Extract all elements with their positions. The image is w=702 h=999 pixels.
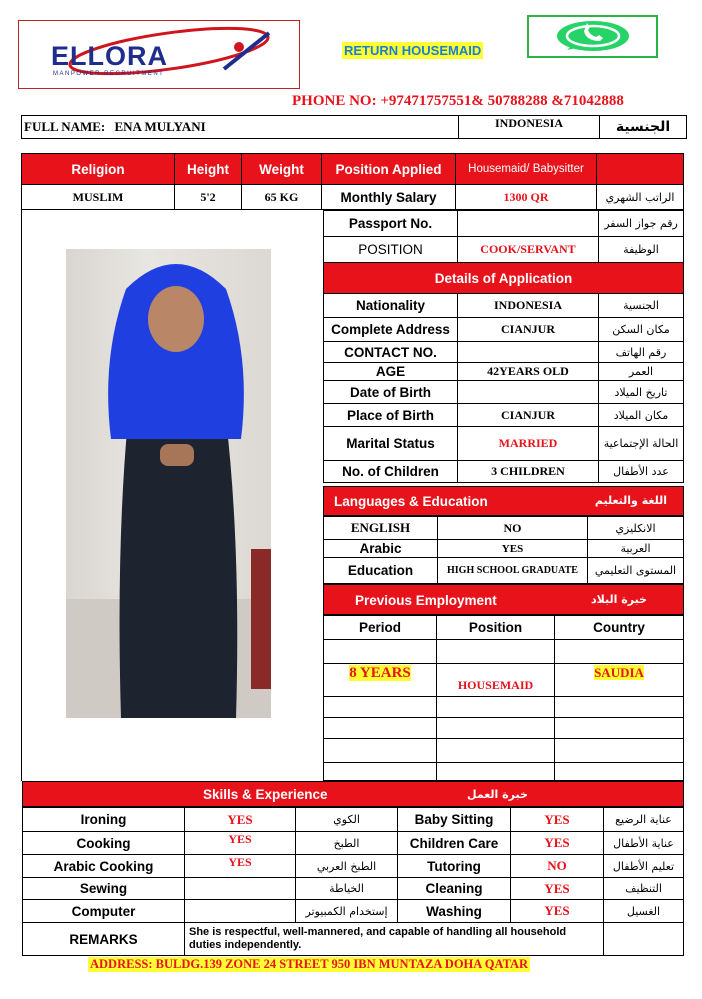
passport-label: Passport No.: [324, 211, 458, 237]
skill-value: YES: [185, 855, 296, 878]
empty-cell: [555, 697, 684, 718]
passport-ar: رقم جواز السفر: [599, 211, 684, 237]
detail-ar: مكان الميلاد: [599, 404, 684, 427]
empty-cell: [437, 718, 555, 739]
detail-label: Complete Address: [324, 318, 458, 342]
skill-ar: التنظيف: [604, 878, 684, 900]
skill-ar: إستخدام الكمبيوتر: [296, 900, 398, 923]
skill-label: Tutoring: [398, 855, 511, 878]
languages-title: Languages & Education: [334, 494, 488, 509]
language-ar: الانكليزي: [588, 517, 684, 540]
whatsapp-icon: [529, 17, 656, 56]
language-ar: العربية: [588, 540, 684, 558]
skill-ar: عناية الأطفال: [604, 832, 684, 855]
skills-title-bar: [22, 781, 684, 807]
identity-row: [21, 115, 687, 139]
languages-table: [323, 516, 684, 584]
skill-value: YES: [511, 900, 604, 923]
detail-label: No. of Children: [324, 461, 458, 483]
detail-value: INDONESIA: [458, 294, 599, 318]
language-label: Arabic: [324, 540, 438, 558]
skill-value: YES: [511, 808, 604, 832]
details-table: [323, 210, 684, 483]
skill-label: Baby Sitting: [398, 808, 511, 832]
employment-title: Previous Employment: [355, 593, 497, 608]
phone-label: PHONE NO:: [292, 93, 377, 109]
detail-value: 3 CHILDREN: [458, 461, 599, 483]
position-applied-header: Position Applied: [322, 154, 456, 185]
religion-value: MUSLIM: [22, 185, 175, 210]
detail-ar: عدد الأطفال: [599, 461, 684, 483]
position-applied-value: Housemaid/ Babysitter: [456, 154, 597, 185]
language-label: ENGLISH: [324, 517, 438, 540]
phone-line: [292, 93, 624, 110]
empty-cell: [555, 739, 684, 763]
empty-cell: [437, 739, 555, 763]
languages-title-ar: اللغة والتعليم: [594, 494, 667, 507]
footer-address: ADDRESS: BULDG.139 ZONE 24 STREET 950 IBN MUNTAZA DOHA QATAR: [90, 957, 529, 971]
detail-ar: تاريخ الميلاد: [599, 381, 684, 404]
whatsapp-box[interactable]: [527, 15, 658, 58]
return-housemaid-badge: RETURN HOUSEMAID: [344, 43, 482, 58]
empty-cell: [555, 718, 684, 739]
height-header: Height: [175, 154, 242, 185]
phone-numbers: +97471757551& 50788288 &71042888: [380, 93, 624, 109]
skill-value: [185, 900, 296, 923]
empty-cell: [437, 640, 555, 664]
weight-header: Weight: [242, 154, 322, 185]
skill-ar: الغسيل: [604, 900, 684, 923]
skill-value: YES: [511, 832, 604, 855]
period-cell: [324, 664, 437, 697]
skill-label: Sewing: [23, 878, 185, 900]
empty-cell: [555, 763, 684, 781]
height-value: 5'2: [175, 185, 242, 210]
detail-label: CONTACT NO.: [324, 342, 458, 363]
remarks-value: She is respectful, well-mannered, and capable of handling all household duties independently.: [185, 923, 604, 956]
country-value: SAUDIA: [594, 665, 644, 680]
detail-ar: الجنسية: [599, 294, 684, 318]
employment-title-ar: خبرة البلاد: [591, 593, 647, 606]
skill-value: YES: [185, 808, 296, 832]
empty-cell: [437, 763, 555, 781]
education-label: Education: [324, 558, 438, 584]
empty-cell: [324, 718, 437, 739]
position-value: COOK/SERVANT: [458, 237, 599, 263]
detail-label: Nationality: [324, 294, 458, 318]
detail-value: CIANJUR: [458, 318, 599, 342]
languages-title-bar: [323, 486, 684, 516]
position-ar: الوظيفة: [599, 237, 684, 263]
country-header: Country: [555, 616, 684, 640]
empty-cell: [437, 697, 555, 718]
education-ar: المستوى التعليمي: [588, 558, 684, 584]
empty-cell: [555, 640, 684, 664]
logo-subtitle: MANPOWER RECRUITMENT: [53, 71, 165, 77]
position-applied-ar: [597, 154, 684, 185]
detail-label: Marital Status: [324, 427, 458, 461]
logo-box: [18, 20, 300, 89]
skills-title-ar: خبرة العمل: [467, 788, 528, 801]
skill-value: YES: [185, 832, 296, 855]
skill-label: Ironing: [23, 808, 185, 832]
nationality-value: INDONESIA: [459, 116, 600, 139]
candidate-photo: [66, 249, 271, 718]
monthly-salary-label: Monthly Salary: [322, 185, 456, 210]
top-table: [21, 153, 684, 210]
skill-label: Cooking: [23, 832, 185, 855]
detail-value: [458, 342, 599, 363]
skill-ar: الطبخ العربي: [296, 855, 398, 878]
empty-cell: [324, 697, 437, 718]
empty-cell: [324, 739, 437, 763]
full-name-label: FULL NAME:: [24, 119, 106, 134]
country-cell: [555, 664, 684, 697]
language-value: YES: [438, 540, 588, 558]
passport-value: [458, 211, 599, 237]
religion-header: Religion: [22, 154, 175, 185]
monthly-salary-ar: الراتب الشهري: [597, 185, 684, 210]
detail-label: Place of Birth: [324, 404, 458, 427]
detail-value: MARRIED: [458, 427, 599, 461]
remarks-label: REMARKS: [23, 923, 185, 956]
detail-ar: مكان السكن: [599, 318, 684, 342]
skill-ar: الطبخ: [296, 832, 398, 855]
candidate-figure-icon: [66, 249, 271, 718]
full-name-value: ENA MULYANI: [114, 119, 206, 134]
logo-text: ELLORA: [51, 41, 168, 71]
skill-label: Cleaning: [398, 878, 511, 900]
full-name-cell: [22, 116, 459, 139]
detail-ar: رقم الهاتف: [599, 342, 684, 363]
skill-label: Washing: [398, 900, 511, 923]
detail-value: [458, 381, 599, 404]
empty-cell: [324, 763, 437, 781]
education-value: HIGH SCHOOL GRADUATE: [438, 558, 588, 584]
skill-value: YES: [511, 878, 604, 900]
monthly-salary-value: 1300 QR: [456, 185, 597, 210]
detail-label: AGE: [324, 363, 458, 381]
language-value: NO: [438, 517, 588, 540]
nationality-ar: الجنسية: [600, 116, 687, 139]
skill-label: Computer: [23, 900, 185, 923]
skill-ar: الكوي: [296, 808, 398, 832]
detail-label: Date of Birth: [324, 381, 458, 404]
skill-ar: تعليم الأطفال: [604, 855, 684, 878]
period-header: Period: [324, 616, 437, 640]
employment-position-value: HOUSEMAID: [437, 664, 555, 697]
skills-table: [22, 807, 684, 956]
detail-ar: الحالة الإجتماعية: [599, 427, 684, 461]
skill-ar: الخياطة: [296, 878, 398, 900]
position-label: POSITION: [324, 237, 458, 263]
details-title: Details of Application: [324, 263, 684, 294]
skill-ar: عناية الرضيع: [604, 808, 684, 832]
position-header: Position: [437, 616, 555, 640]
skill-value: NO: [511, 855, 604, 878]
weight-value: 65 KG: [242, 185, 322, 210]
empty-cell: [604, 923, 684, 956]
detail-value: 42YEARS OLD: [458, 363, 599, 381]
period-value: 8 YEARS: [349, 665, 411, 681]
skill-label: Children Care: [398, 832, 511, 855]
empty-cell: [324, 640, 437, 664]
skills-title: Skills & Experience: [203, 787, 328, 802]
employment-table: [323, 615, 684, 781]
detail-ar: العمر: [599, 363, 684, 381]
employment-title-bar: [323, 584, 684, 615]
detail-value: CIANJUR: [458, 404, 599, 427]
skill-label: Arabic Cooking: [23, 855, 185, 878]
skill-value: [185, 878, 296, 900]
